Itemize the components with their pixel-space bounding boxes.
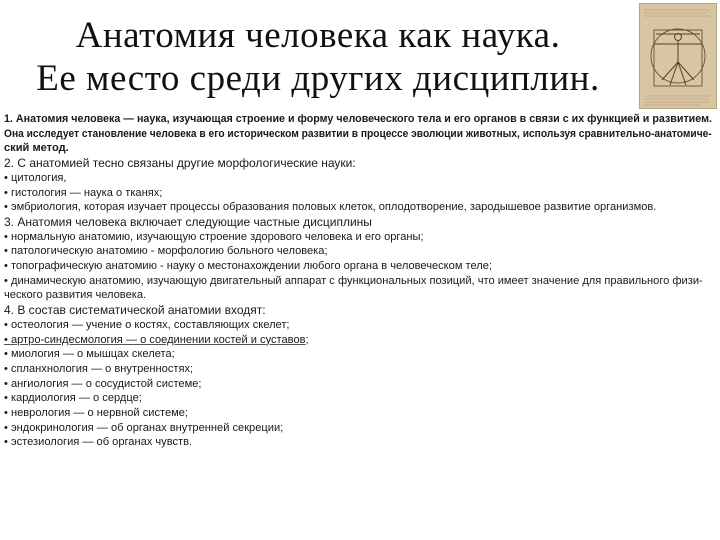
text-line: • топографическую анатомию - науку о местонахождении любого органа в человеческом теле;	[4, 260, 493, 273]
text-line: • нормальную анатомию, изучающую строение здорового человека и его органы;	[4, 230, 424, 243]
text-line: • гистология — наука о тканях;	[4, 186, 163, 199]
page-title	[0, 14, 636, 100]
text-line: • неврология — о нервной системе;	[4, 407, 189, 420]
text-line: • остеология — учение о костях, составляющих скелет;	[4, 318, 290, 331]
text-line: ческого развития человека.	[4, 289, 147, 302]
text-line: ский метод.	[4, 142, 69, 155]
title-line-2: Ее место среди других дисциплин.	[36, 58, 600, 99]
text-line: • динамическую анатомию, изучающую двигательный аппарат с функциональных позиций, что имеет значение для правильного физи-	[4, 274, 703, 287]
text-line: 4. В состав систематической анатомии входят:	[4, 303, 266, 318]
text-line: • патологическую анатомию - морфологию больного человека;	[4, 245, 328, 258]
text-line: • эндокринология — об органах внутренней секреции;	[4, 421, 284, 434]
text-line: • кардиология — о сердце;	[4, 392, 142, 405]
text-line: 2. С анатомией тесно связаны другие морфологические науки:	[4, 156, 356, 171]
vitruvian-man-image	[639, 3, 717, 109]
text-line: • спланхнология — о внутренностях;	[4, 362, 194, 375]
text-line: • эмбриология, которая изучает процессы образования половых клеток, оплодотворение, зародышевое развитие организмов.	[4, 201, 657, 214]
vitruvian-man-icon	[640, 4, 716, 108]
text-line: • артро-синдесмология — о соединении костей и суставов;	[4, 333, 309, 346]
text-line: Она исследует становление человека в его историческом развитии в процессе эволюции животных, используя сравнительно-анатомиче-	[4, 127, 712, 140]
title-line-1: Анатомия человека как наука.	[75, 15, 561, 56]
text-line: 1. Анатомия человека — наука, изучающая строение и форму человеческого тела и его органов в связи с их функцией и развитием.	[4, 113, 712, 125]
text-line: • эстезиология — об органах чувств.	[4, 436, 193, 449]
document-body	[4, 112, 714, 450]
text-line: • цитология,	[4, 171, 67, 184]
text-line: • ангиология — о сосудистой системе;	[4, 377, 202, 390]
text-line: 3. Анатомия человека включает следующие частные дисциплины	[4, 214, 372, 229]
text-line: • миология — о мышцах скелета;	[4, 348, 175, 361]
